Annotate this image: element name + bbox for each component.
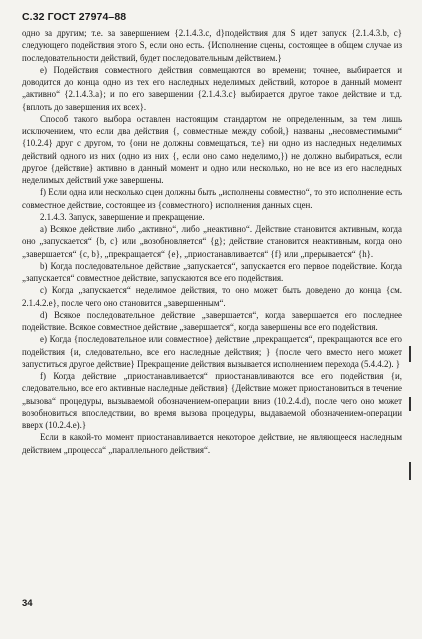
paragraph: a) Всякое действие либо „активно“, либо „неактивно“. Действие становится активным, когда оно „запускается“ {b, c} или „возобновляется“ {g}; действие становится неактивным, когда оно „завершается“ {c, b}, „прекращается“ {e}, „приостанавливается“ {f} или „прерывается“ {h}. bbox=[22, 224, 402, 259]
section-heading: 2.1.4.3. Запуск, завершение и прекращение. bbox=[40, 211, 205, 222]
margin-revision-mark bbox=[409, 346, 411, 362]
page-header: С.32 ГОСТ 27974–88 bbox=[22, 11, 127, 23]
page-number: 34 bbox=[22, 598, 33, 609]
paragraph: е) Когда {последовательное или совместное} действие „прекращается“, прекращаются все его подействия {и, следовательно, все его наследные действия; } {после чего вместо него может запуститься другое действие} Прекращение действия вызывается исполнением перехода (5.4.4.2). } bbox=[22, 334, 402, 369]
paragraph: b) Когда последовательное действие „запускается“, запускается его первое подействие. Когда „запускается“ совместное действие, запускаются все его подействия. bbox=[22, 260, 402, 283]
margin-revision-mark bbox=[409, 462, 411, 480]
paragraph: d) Всякое последовательное действие „завершается“, когда завершается его последнее подействие. Всякое совместное действие „завершается“, когда завершены все его подействия. bbox=[22, 309, 402, 332]
margin-revision-mark bbox=[409, 397, 411, 411]
paragraph: Способ такого выбора оставлен настоящим стандартом не определенным, за тем лишь исключением, что если два действия {, совместные между собой,} названы „несовместимыми“ {10.2.4} друг с другом, то {они не должны совмещаться, т.е} ни одно из наследных неделимых действий одного из них (одно из них {, если оно само неделимо,}) не должно выбираться, если другое {действие} активно в данный момент и одно или несколько, но не все из его наследных неделимых действий уже завершены. bbox=[22, 113, 402, 185]
paragraph: одно за другим; т.е. за завершением {2.1.4.3.с, d}подействия для S идет запуск {2.1.4.3.b, c} следующего подействия этого S, если оно есть. {Исполнение сцены, состоящее в общем случае из последовательности действий, будет последовательным действием.} bbox=[22, 28, 402, 63]
paragraph: Если в какой-то момент приостанавливается некоторое действие, не являющееся наследным действием „процесса“ „параллельного действия“. bbox=[22, 432, 402, 455]
body-text bbox=[22, 27, 402, 456]
paragraph: f) Если одна или несколько сцен должны быть „исполнены совместно“, то это исполнение есть совместное действие, состоящее из {совместного} исполнения данных сцен. bbox=[22, 187, 402, 210]
paragraph: е) Подействия совместного действия совмещаются во времени; точнее, выбирается и доводится до конца одно из тех его наследных неделимых действий, которое в данный момент „активно“ {2.1.4.3.a}; и по его завершении {2.1.4.3.c} выбирается другое такое действие и т.д. {вплоть до завершения их всех}. bbox=[22, 64, 402, 112]
paragraph: f) Когда действие „приостанавливается“ приостанавливаются все его подействия {и, следовательно, все его активные наследные действия} {Действие может приостановиться в течение „вызова“ процедуры, вызываемой обозначением-операции вниз (10.2.4.d), после чего оно может возобновиться впоследствии, во время вызова процедуры, выдаваемой обозначением-операции вверх (10.2.4.e).} bbox=[22, 371, 402, 430]
paragraph: с) Когда „запускается“ неделимое действия, то оно может быть доведено до конца {см. 2.1.4.2.e}, после чего оно становится „завершенным“. bbox=[22, 285, 402, 308]
